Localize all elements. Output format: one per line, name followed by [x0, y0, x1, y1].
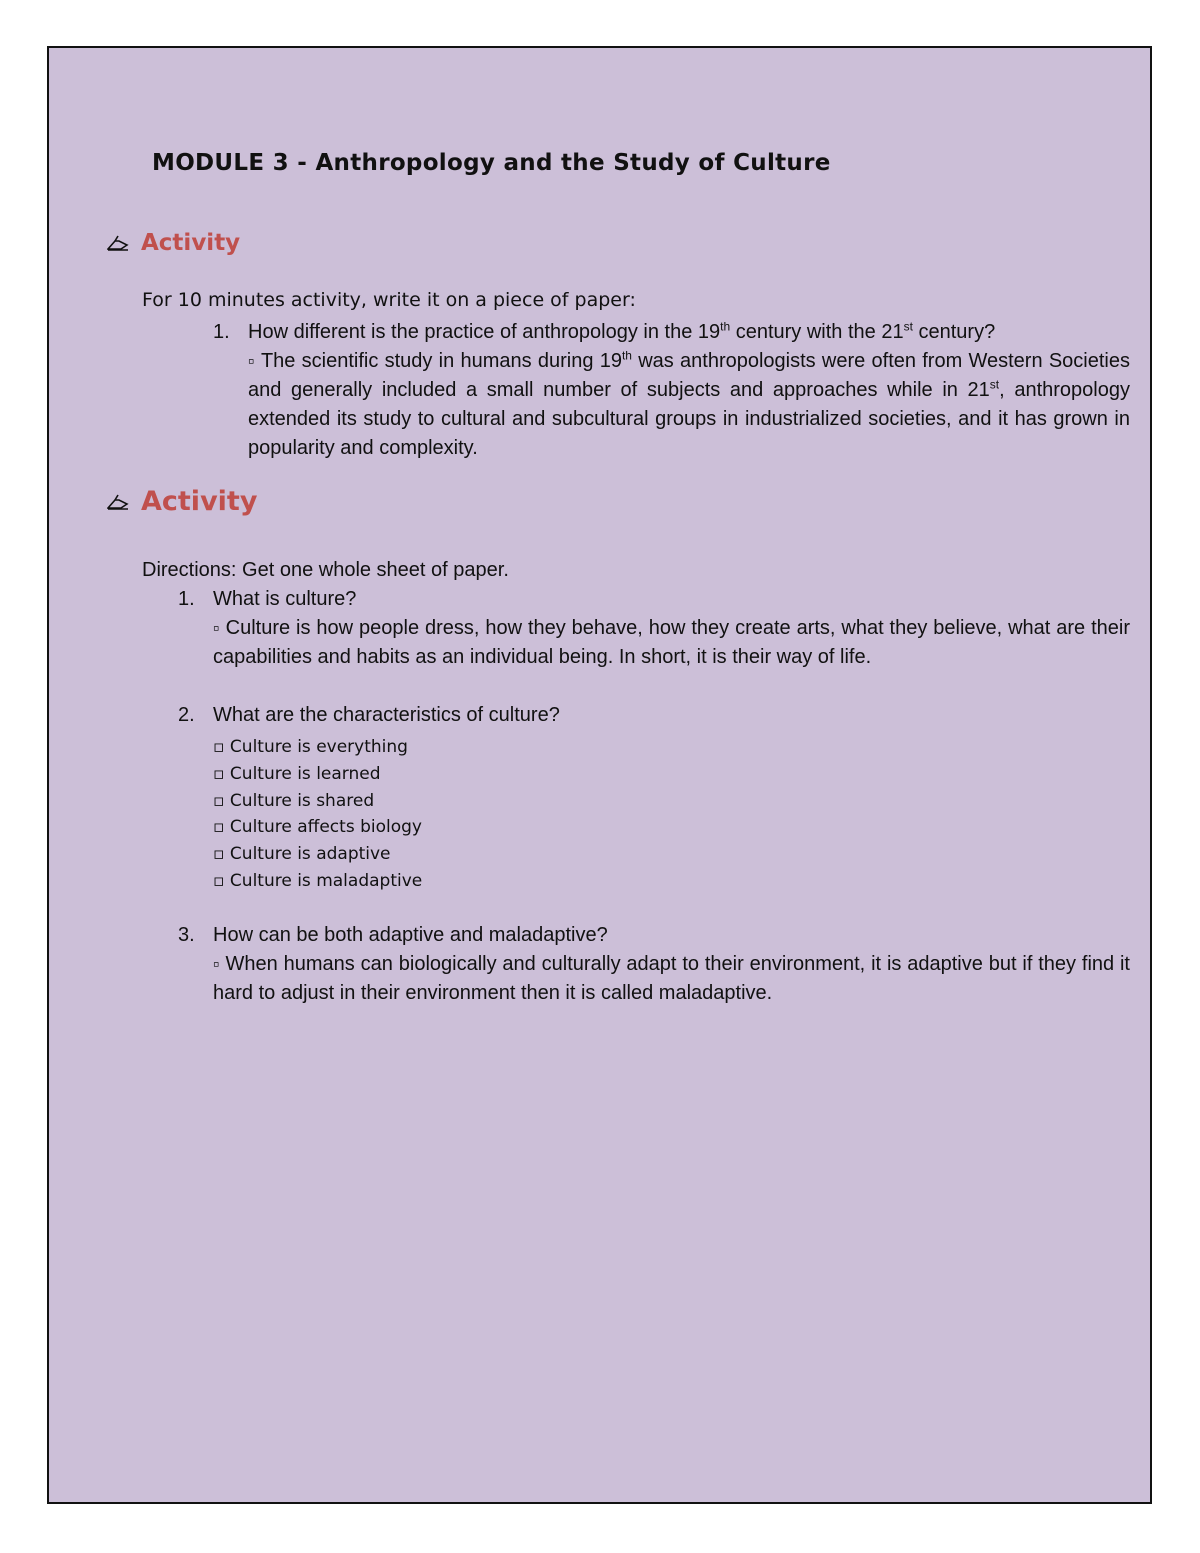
module-title: MODULE 3 - Anthropology and the Study of Culture — [152, 150, 831, 176]
activity-heading-label: Activity — [141, 230, 241, 256]
list-item: ▫ Culture is everything — [213, 737, 408, 757]
list-item: ▫ Culture is shared — [213, 790, 375, 811]
question-text: What are the characteristics of culture? — [213, 704, 560, 726]
activity-heading-label: Activity — [141, 486, 258, 517]
activity-heading-2 — [107, 486, 257, 517]
question-number: 1. — [178, 588, 195, 610]
question-number: 2. — [178, 704, 195, 726]
list-item: ▫ Culture is learned — [213, 763, 381, 784]
answer-text: ▫ When humans can biologically and culturally adapt to their environment, it is adaptive but if they find it hard to adjust in their environment then it is called maladaptive. — [213, 953, 1130, 1004]
question-text: How different is the practice of anthropology in the 19th century with the 21st century? — [248, 319, 996, 343]
list-item: ▫ Culture is adaptive — [213, 844, 391, 865]
document-page — [47, 46, 1152, 1504]
characteristics-list — [213, 734, 1130, 895]
activity2-question-1 — [178, 585, 1131, 672]
list-item: ▫ Culture affects biology — [213, 817, 422, 838]
activity1-question-1 — [213, 318, 1130, 463]
bullet-icon: ▫ — [213, 954, 220, 974]
activity-heading-1 — [107, 230, 240, 256]
bullet-icon: ▫ — [213, 618, 220, 638]
activity2-question-3 — [178, 921, 1130, 1008]
answer-text: ▫ Culture is how people dress, how they behave, how they create arts, what they believe, what are their capabilities and habits as an individual being. In short, it is their way of life. — [213, 617, 1131, 668]
question-number: 3. — [178, 924, 195, 946]
writing-hand-icon — [107, 494, 129, 510]
activity2-intro: Directions: Get one whole sheet of paper. — [142, 559, 509, 581]
question-text: What is culture? — [213, 588, 357, 610]
bullet-icon: ▫ — [248, 351, 256, 371]
activity1-intro: For 10 minutes activity, write it on a piece of paper: — [142, 289, 636, 311]
writing-hand-icon — [107, 235, 129, 251]
question-text: How can be both adaptive and maladaptive? — [213, 924, 608, 946]
list-item: ▫ Culture is maladaptive — [213, 870, 423, 891]
answer-text: ▫ The scientific study in humans during 19th was anthropologists were often from Western Societies and generally included a small number of subjects and approaches while in 21st, anthropology extended its study to cultural and subcultural groups in industrialized societies, and it has grown in popularity and complexity. — [248, 348, 1130, 459]
activity2-question-2 — [178, 701, 1130, 895]
question-number: 1. — [213, 321, 230, 343]
